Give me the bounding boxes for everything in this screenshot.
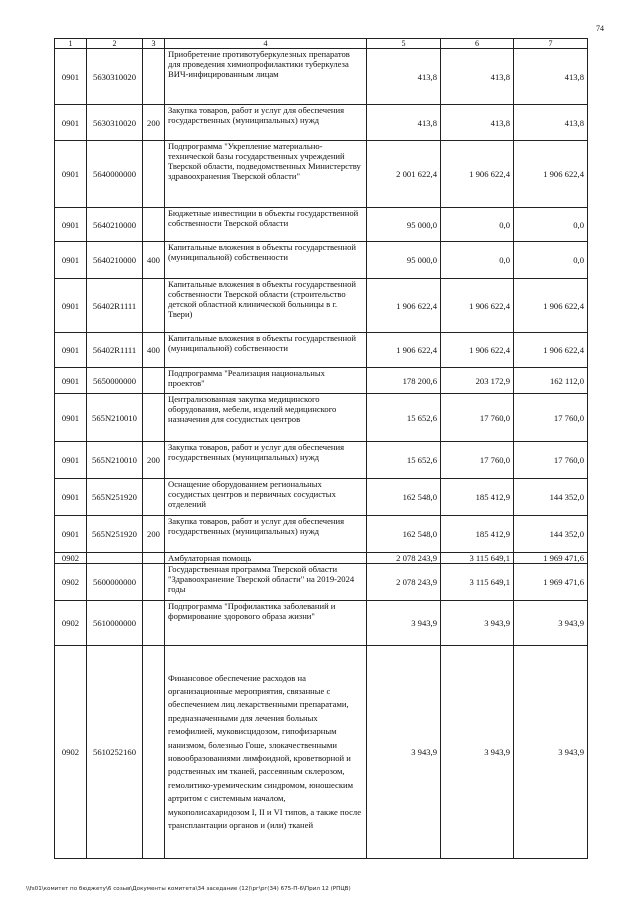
amount-year3-cell: 413,8 — [514, 49, 588, 105]
budget-table — [54, 38, 588, 859]
expense-type-cell: 200 — [143, 442, 165, 479]
description-cell: Подпрограмма "Профилактика заболеваний и формирование здорового образа жизни" — [165, 601, 367, 646]
target-code-cell: 565N210010 — [87, 394, 143, 442]
amount-year2-cell: 185 412,9 — [441, 479, 514, 516]
section-cell: 0901 — [55, 208, 87, 242]
amount-year3-cell: 1 906 622,4 — [514, 279, 588, 333]
description-cell: Закупка товаров, работ и услуг для обеспечения государственных (муниципальных) нужд — [165, 516, 367, 553]
amount-year2-cell: 3 943,9 — [441, 601, 514, 646]
section-cell: 0901 — [55, 49, 87, 105]
expense-type-cell — [143, 394, 165, 442]
section-cell: 0902 — [55, 646, 87, 859]
target-code-cell: 5610252160 — [87, 646, 143, 859]
description-cell: Государственная программа Тверской области "Здравоохранение Тверской области" на 2019-2024 годы — [165, 564, 367, 601]
section-cell: 0902 — [55, 553, 87, 564]
amount-year1-cell: 413,8 — [367, 49, 441, 105]
amount-year1-cell: 3 943,9 — [367, 646, 441, 859]
amount-year3-cell: 0,0 — [514, 242, 588, 279]
expense-type-cell: 200 — [143, 516, 165, 553]
amount-year1-cell: 162 548,0 — [367, 479, 441, 516]
column-header: 7 — [514, 39, 588, 49]
description-cell: Капитальные вложения в объекты государственной (муниципальной) собственности — [165, 242, 367, 279]
amount-year2-cell: 413,8 — [441, 105, 514, 141]
column-header: 6 — [441, 39, 514, 49]
amount-year3-cell: 144 352,0 — [514, 516, 588, 553]
table-row — [55, 646, 588, 859]
description-cell: Капитальные вложения в объекты государственной собственности Тверской области (строительство детской областной клинической больницы в г. Твери) — [165, 279, 367, 333]
amount-year2-cell: 3 115 649,1 — [441, 553, 514, 564]
amount-year3-cell: 1 906 622,4 — [514, 141, 588, 208]
description-cell: Закупка товаров, работ и услуг для обеспечения государственных (муниципальных) нужд — [165, 105, 367, 141]
expense-type-cell: 400 — [143, 242, 165, 279]
table-row — [55, 442, 588, 479]
amount-year2-cell: 0,0 — [441, 208, 514, 242]
amount-year1-cell: 3 943,9 — [367, 601, 441, 646]
section-cell: 0901 — [55, 279, 87, 333]
table-row — [55, 141, 588, 208]
amount-year2-cell: 0,0 — [441, 242, 514, 279]
table-row — [55, 564, 588, 601]
amount-year1-cell: 1 906 622,4 — [367, 279, 441, 333]
column-header: 2 — [87, 39, 143, 49]
file-path-footer: \\fs01\комитет по бюджету\6 созыв\Документы комитета\34 заседание (12)\рг\рг(34) 675-П-6\Прил 12 (РПЦВ) — [26, 886, 351, 892]
amount-year3-cell: 413,8 — [514, 105, 588, 141]
amount-year2-cell: 1 906 622,4 — [441, 141, 514, 208]
column-header: 4 — [165, 39, 367, 49]
expense-type-cell — [143, 49, 165, 105]
expense-type-cell — [143, 368, 165, 394]
table-row — [55, 479, 588, 516]
target-code-cell: 5640210000 — [87, 242, 143, 279]
target-code-cell: 5640000000 — [87, 141, 143, 208]
target-code-cell: 5600000000 — [87, 564, 143, 601]
expense-type-cell — [143, 553, 165, 564]
column-header: 5 — [367, 39, 441, 49]
expense-type-cell: 200 — [143, 105, 165, 141]
description-cell: Подпрограмма "Реализация национальных проектов" — [165, 368, 367, 394]
amount-year3-cell: 17 760,0 — [514, 442, 588, 479]
target-code-cell: 5650000000 — [87, 368, 143, 394]
target-code-cell: 565N251920 — [87, 516, 143, 553]
amount-year1-cell: 2 001 622,4 — [367, 141, 441, 208]
target-code-cell — [87, 553, 143, 564]
description-cell: Бюджетные инвестиции в объекты государственной собственности Тверской области — [165, 208, 367, 242]
amount-year1-cell: 2 078 243,9 — [367, 553, 441, 564]
target-code-cell: 56402R1111 — [87, 279, 143, 333]
expense-type-cell: 400 — [143, 333, 165, 368]
table-row — [55, 208, 588, 242]
amount-year3-cell: 3 943,9 — [514, 601, 588, 646]
amount-year1-cell: 15 652,6 — [367, 442, 441, 479]
table-row — [55, 105, 588, 141]
amount-year1-cell: 162 548,0 — [367, 516, 441, 553]
amount-year1-cell: 15 652,6 — [367, 394, 441, 442]
column-number-row — [55, 39, 588, 49]
table-row — [55, 333, 588, 368]
section-cell: 0901 — [55, 442, 87, 479]
section-cell: 0902 — [55, 564, 87, 601]
table-row — [55, 516, 588, 553]
amount-year2-cell: 17 760,0 — [441, 394, 514, 442]
section-cell: 0901 — [55, 479, 87, 516]
target-code-cell: 5610000000 — [87, 601, 143, 646]
amount-year2-cell: 1 906 622,4 — [441, 333, 514, 368]
expense-type-cell — [143, 646, 165, 859]
amount-year3-cell: 162 112,0 — [514, 368, 588, 394]
amount-year2-cell: 3 115 649,1 — [441, 564, 514, 601]
target-code-cell: 5640210000 — [87, 208, 143, 242]
amount-year3-cell: 144 352,0 — [514, 479, 588, 516]
section-cell: 0901 — [55, 516, 87, 553]
column-header: 3 — [143, 39, 165, 49]
table-row — [55, 242, 588, 279]
table-row — [55, 553, 588, 564]
expense-type-cell — [143, 601, 165, 646]
section-cell: 0901 — [55, 242, 87, 279]
table-row — [55, 49, 588, 105]
description-cell: Капитальные вложения в объекты государственной (муниципальной) собственности — [165, 333, 367, 368]
amount-year1-cell: 2 078 243,9 — [367, 564, 441, 601]
amount-year2-cell: 413,8 — [441, 49, 514, 105]
target-code-cell: 5630310020 — [87, 49, 143, 105]
amount-year2-cell: 1 906 622,4 — [441, 279, 514, 333]
amount-year3-cell: 1 906 622,4 — [514, 333, 588, 368]
expense-type-cell — [143, 479, 165, 516]
amount-year1-cell: 413,8 — [367, 105, 441, 141]
section-cell: 0902 — [55, 601, 87, 646]
table-row — [55, 394, 588, 442]
section-cell: 0901 — [55, 368, 87, 394]
amount-year1-cell: 178 200,6 — [367, 368, 441, 394]
description-cell: Оснащение оборудованием региональных сосудистых центров и первичных сосудистых отделений — [165, 479, 367, 516]
amount-year3-cell: 3 943,9 — [514, 646, 588, 859]
amount-year1-cell: 1 906 622,4 — [367, 333, 441, 368]
section-cell: 0901 — [55, 141, 87, 208]
description-cell: Подпрограмма "Укрепление материально-технической базы государственных учреждений Тверской области, подведомственных Министерству здравоохранения Тверской области" — [165, 141, 367, 208]
description-cell: Приобретение противотуберкулезных препаратов для проведения химиопрофилактики туберкулеза ВИЧ-инфицированным лицам — [165, 49, 367, 105]
expense-type-cell — [143, 564, 165, 601]
section-cell: 0901 — [55, 394, 87, 442]
target-code-cell: 56402R1111 — [87, 333, 143, 368]
table-row — [55, 601, 588, 646]
target-code-cell: 5630310020 — [87, 105, 143, 141]
table-row — [55, 279, 588, 333]
target-code-cell: 565N210010 — [87, 442, 143, 479]
description-cell: Централизованная закупка медицинского оборудования, мебели, изделий медицинского назначения для сосудистых центров — [165, 394, 367, 442]
expense-type-cell — [143, 208, 165, 242]
section-cell: 0901 — [55, 105, 87, 141]
section-cell: 0901 — [55, 333, 87, 368]
amount-year3-cell: 1 969 471,6 — [514, 553, 588, 564]
amount-year2-cell: 203 172,9 — [441, 368, 514, 394]
expense-type-cell — [143, 279, 165, 333]
description-cell: Закупка товаров, работ и услуг для обеспечения государственных (муниципальных) нужд — [165, 442, 367, 479]
target-code-cell: 565N251920 — [87, 479, 143, 516]
column-header: 1 — [55, 39, 87, 49]
amount-year2-cell: 17 760,0 — [441, 442, 514, 479]
page-number: 74 — [596, 24, 604, 33]
description-cell: Амбулаторная помощь — [165, 553, 367, 564]
amount-year1-cell: 95 000,0 — [367, 242, 441, 279]
description-cell: Финансовое обеспечение расходов на организационные мероприятия, связанные с обеспечением лиц лекарственными препаратами, предназначенными для лечения больных гемофилией, муковисцидозом, гипофизарным нанизмом, болезнью Гоше, злокачественными новообразованиями лимфоидной, кроветворной и родственных им тканей, рассеянным склерозом, гемолитико-уремическим синдромом, юношеским артритом с системным началом, мукополисахаридозом I, II и VI типов, а также после трансплантации органов и (или) тканей — [165, 646, 367, 859]
amount-year2-cell: 3 943,9 — [441, 646, 514, 859]
amount-year3-cell: 1 969 471,6 — [514, 564, 588, 601]
amount-year3-cell: 0,0 — [514, 208, 588, 242]
expense-type-cell — [143, 141, 165, 208]
table-row — [55, 368, 588, 394]
amount-year1-cell: 95 000,0 — [367, 208, 441, 242]
amount-year3-cell: 17 760,0 — [514, 394, 588, 442]
amount-year2-cell: 185 412,9 — [441, 516, 514, 553]
